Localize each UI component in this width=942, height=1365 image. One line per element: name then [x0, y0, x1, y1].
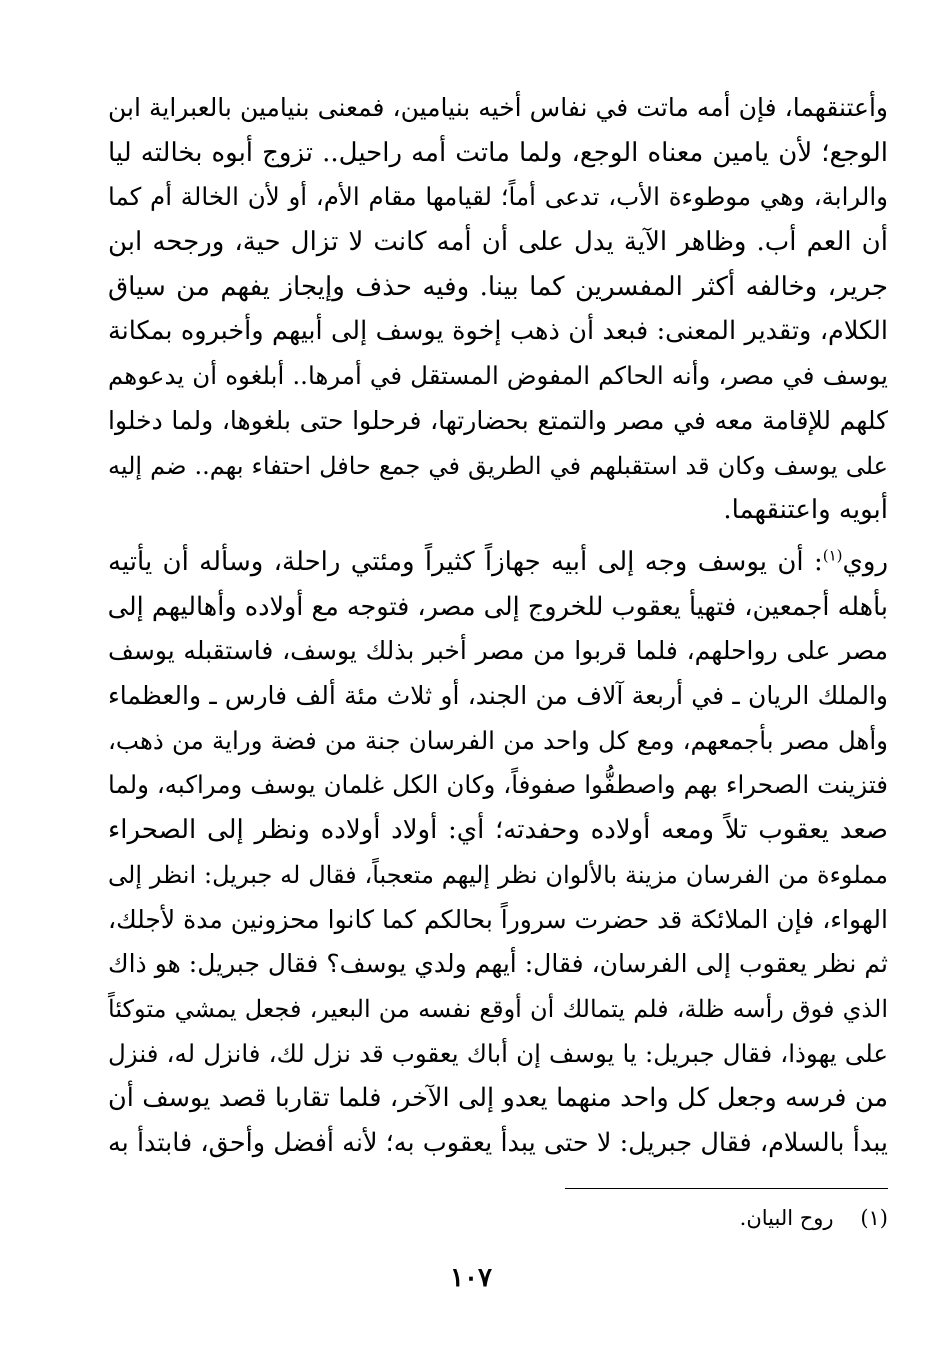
text-line: من فرسه وجعل كل واحد منهما يعدو إلى الآخر، فلما تقاربا قصد يوسف أن [108, 1083, 888, 1114]
text-line: على يوسف وكان قد استقبلهم في الطريق في جمع حافل احتفاء بهم.. ضم إليه [108, 451, 888, 480]
page-number: ١٠٧ [450, 1263, 492, 1293]
text-line: والملك الريان ـ في أربعة آلاف من الجند، أو ثلاث مئة ألف فارس ـ والعظماء [108, 681, 888, 711]
text-line: بأهله أجمعين، فتهيأ يعقوب للخروج إلى مصر، فتوجه مع أولاده وأهاليهم إلى [107, 591, 888, 622]
text-line: أن العم أب. وظاهر الآية يدل على أن أمه كانت لا تزال حية، ورجحه ابن [108, 227, 888, 258]
text-line: على يهوذا، فقال جبريل: يا يوسف إن أباك يعقوب قد نزل لك، فانزل له، فنزل [108, 1038, 888, 1068]
text-line: يوسف في مصر، وأنه الحاكم المفوض المستقل في أمرها.. أبلغوه أن يدعوهم [108, 361, 888, 391]
text-line: الوجع؛ لأن يامين معناه الوجع، ولما ماتت أمه راحيل.. تزوج أبوه بخالته ليا [108, 137, 888, 168]
text-line: صعد يعقوب تلاً ومعه أولاده وحفدته؛ أي: أولاد أولاده ونظر إلى الصحراء [108, 815, 888, 846]
footnote-mark: (١) [860, 1206, 888, 1230]
text-line: الهواء، فإن الملائكة قد حضرت سروراً بحالكم كما كانوا محزونين مدة لأجلك، [108, 904, 888, 934]
text-line: كلهم للإقامة معه في مصر والتمتع بحضارتها، فرحلوا حتى بلغوها، ولما دخلوا [108, 405, 888, 435]
text-line: ثم نظر يعقوب إلى الفرسان، فقال: أيهم ولدي يوسف؟ فقال جبريل: هو ذاك [108, 949, 888, 979]
text-line: مصر على رواحلهم، فلما قربوا من مصر أخبر بذلك يوسف، فاستقبله يوسف [108, 636, 888, 666]
text-line: مملوءة من الفرسان مزينة بالألوان نظر إليهم متعجباً، فقال له جبريل: انظر إلى [108, 860, 888, 889]
text-line: جرير، وخالفه أكثر المفسرين كما بينا. وفيه حذف وإيجاز يفهم من سياق [108, 271, 888, 302]
text-line: وأعتنقهما، فإن أمه ماتت في نفاس أخيه بنيامين، فمعنى بنيامين بالعبراية ابن [108, 93, 888, 122]
paragraph-1 [108, 86, 888, 533]
text-line: يبدأ بالسلام، فقال جبريل: لا حتى يبدأ يعقوب به؛ لأنه أفضل وأحق، فابتدأ به [108, 1127, 888, 1158]
text-line: والرابة، وهي موطوءة الأب، تدعى أماً؛ لقيامها مقام الأم، أو لأن الخالة أم كما [108, 182, 888, 212]
footnote [740, 1203, 888, 1233]
text-line: فتزينت الصحراء بهم واصطفُّوا صفوفاً، وكان الكل غلمان يوسف ومراكبه، ولما [108, 770, 888, 800]
first-word: روي [842, 547, 888, 577]
first-line-rest: : أن يوسف وجه إلى أبيه جهازاً كثيراً ومئتي راحلة، وسأله أن يأتيه [108, 547, 823, 577]
text-line: وأهل مصر بأجمعهم، ومع كل واحد من الفرسان جنة من فضة وراية من ذهب، [108, 725, 888, 755]
text-line: الكلام، وتقدير المعنى: فبعد أن ذهب إخوة يوسف إلى أبيهم وأخبروه بمكانة [108, 316, 888, 347]
footnote-reference: (١) [822, 546, 843, 565]
footnote-divider [565, 1188, 888, 1189]
paragraph-2 [108, 540, 888, 1166]
text-line: أبويه واعتنقهما. [723, 495, 888, 526]
text-line-first [108, 540, 888, 585]
text-line: الذي فوق رأسه ظلة، فلم يتمالك أن أوقع نفسه من البعير، فجعل يمشي متوكئاً [108, 994, 888, 1023]
footnote-text: روح البيان. [739, 1206, 834, 1230]
